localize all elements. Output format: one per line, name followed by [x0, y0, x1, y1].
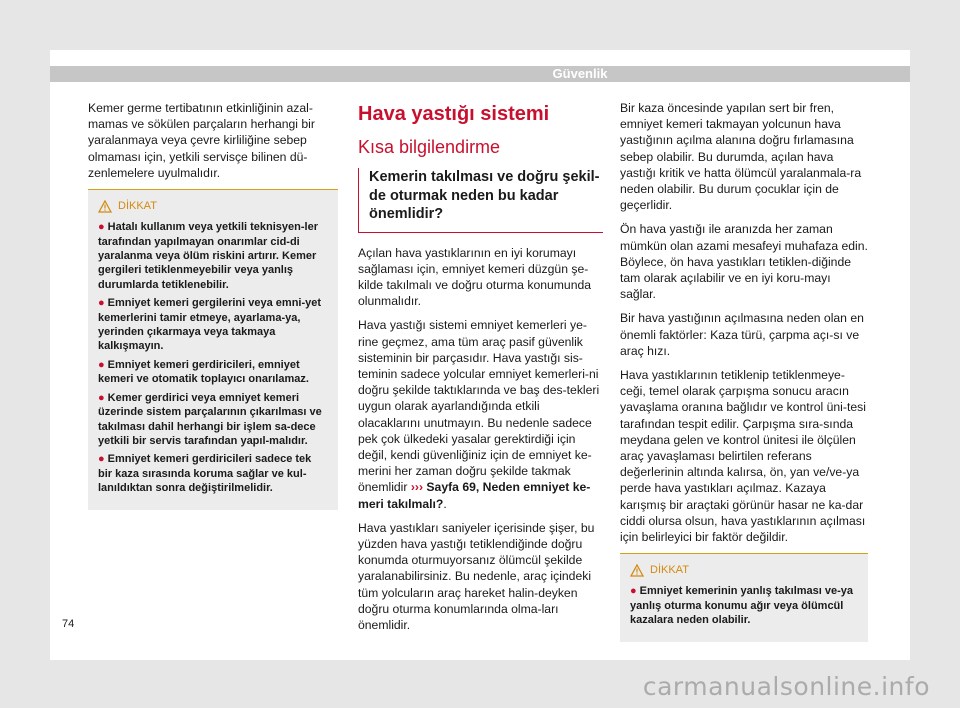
page-title: Hava yastığı sistemi [358, 103, 550, 125]
section-header [50, 66, 910, 82]
paragraph: Hava yastıklarının tetiklenip tetiklenmeye-ceği, temel olarak çarpışma sonucu aracın yavaşlama oranına bağlıdır ve kontrol üni-tesi tarafından tespit edilir. Çarpışma sıra-sında meydana gelen ve kontrol ünitesi ile ölçülen araç yavaşlaması belirtilen referans değerlerinin altında kalırsa, ön, yan ve/ve-ya perde hava yastıkları açılmaz. Kazaya karışmış bir araçtaki görünür hasar ne ka-dar ciddi olursa olsun, hava yastıklarının açılması için belirleyici bir faktör değildir. [620, 368, 866, 545]
section-subtitle: Kısa bilgilendirme [358, 137, 501, 157]
bullet-icon: ● [98, 297, 105, 310]
warning-item: ● Emniyet kemeri gergilerini veya emni-yet kemerlerini tamir etmeye, ayarlama-ya, yerinden çıkarmaya veya takmaya kalkışmayın. [98, 297, 322, 353]
warning-header [98, 198, 328, 214]
bullet-icon: ● [630, 585, 637, 598]
warning-box [620, 553, 868, 641]
warning-item: ● Hatalı kullanım veya yetkili teknisyen-ler tarafından yapılmayan onarımlar cid-di yaralanma veya ölüm riskini artırır. Kemer gergileri tetiklenmeyebilir veya yanlış durumlarda tetiklenebilir. [98, 221, 318, 291]
paragraph: Bir kaza öncesinde yapılan sert bir fren, emniyet kemeri takmayan yolcunun hava yastığının açılma alanına doğru fırlamasına sebep olabilir. Bu durumda, açılan hava yastığı kritik ve hatta ölümcül yaralanmala-ra neden olabilir. Bu durum çocuklar için de geçerlidir. [620, 101, 862, 213]
page-reference-link[interactable]: Sayfa 69, Neden emniyet ke-meri takılmalı? [358, 480, 591, 511]
question-heading: Kemerin takılması ve doğru şekil-de oturmak neden bu kadar önemlidir? [358, 168, 603, 233]
paragraph: Hava yastıkları saniyeler içerisinde şişer, bu yüzden hava yastığı tetiklendiğinde doğru konumda oturmuyorsanız ölümcül şekilde yaralanabilirsiniz. Bu nedenle, araç içindeki tüm yolcuların araç hareket halin-deyken doğru oturma konumlarında olma-ları önemlidir. [358, 520, 595, 632]
warning-label: DİKKAT [118, 200, 157, 213]
paragraph: Açılan hava yastıklarının en iyi korumayı sağlaması için, emniyet kemeri düzgün şe-kilde takılmalı ve doğru oturma konumunda olunmalıdır. [358, 245, 592, 309]
warning-item: ● Emniyet kemeri gerdiricileri, emniyet kemeri ve otomatik toplayıcı onarılamaz. [98, 358, 309, 386]
warning-icon [98, 200, 112, 213]
warning-item: ● Emniyet kemeri gerdiricileri sadece tek bir kaza sırasında koruma sağlar ve kul-lanıldıktan sonra değiştirilmelidir. [98, 453, 312, 495]
column-1 [88, 100, 338, 510]
warning-box [88, 189, 338, 510]
bullet-icon: ● [98, 453, 105, 466]
column-2 [358, 100, 603, 641]
paragraph-with-reference: Hava yastığı sistemi emniyet kemerleri ye-rine geçmez, ama tüm araç pasif güvenlik sisteminin bir parçasıdır. Hava yastığı sis-teminin sadece yolcular emniyet kemerleri-ni doğru şekilde taktıklarında ve baş des-tekleri uygun olarak ayarlandığında etkili olacaklarını unutmayın. Bu nedenle sadece pek çok ülkedeki yasalar gerektirdiği için değil, kendi güvenliğiniz için de emniyet ke-merini her zaman doğru şekilde takmak önemlidir ››› Sayfa 69, Neden emniyet ke-meri takılmalı?. [358, 318, 600, 511]
paragraph: Bir hava yastığının açılmasına neden olan en önemli faktörler: Kaza türü, çarpma açı-sı ve araç hızı. [620, 311, 864, 358]
warning-header [630, 562, 858, 578]
intro-paragraph: Kemer germe tertibatının etkinliğinin azal-mamas ve sökülen parçaların herhangi bir yaralanmaya veya çevre kirliliğine sebep olmaması için, yetkili servisçe bilinen dü-zenlemelere uyulmalıdır. [88, 101, 315, 180]
warning-item: ● Kemer gerdirici veya emniyet kemeri üzerinde sistem parçalarının çıkarılması ve takılması dahil herhangi bir işlem sa-dece yetkili bir servis tarafından yapıl-malıdır. [98, 391, 322, 447]
bullet-icon: ● [98, 221, 105, 234]
section-title: Güvenlik [552, 66, 608, 81]
page-number: 74 [62, 618, 75, 630]
column-3 [620, 100, 868, 642]
warning-icon [630, 564, 644, 577]
paragraph: Ön hava yastığı ile aranızda her zaman mümkün olan azami mesafeyi muhafaza edin. Böylece, ön hava yastıkları tetiklen-diğinde tam olarak açılabilir ve en iyi koru-mayı sağlar. [620, 222, 868, 302]
reference-arrow-icon: ››› [410, 480, 424, 495]
bullet-icon: ● [98, 358, 105, 371]
warning-item: ● Emniyet kemerinin yanlış takılması ve-ya yanlış oturma konumu ağır veya ölümcül kazalara neden olabilir. [630, 585, 854, 627]
bullet-icon: ● [98, 391, 105, 404]
warning-label: DİKKAT [650, 564, 689, 577]
watermark: carmanualsonline.info [642, 672, 930, 701]
